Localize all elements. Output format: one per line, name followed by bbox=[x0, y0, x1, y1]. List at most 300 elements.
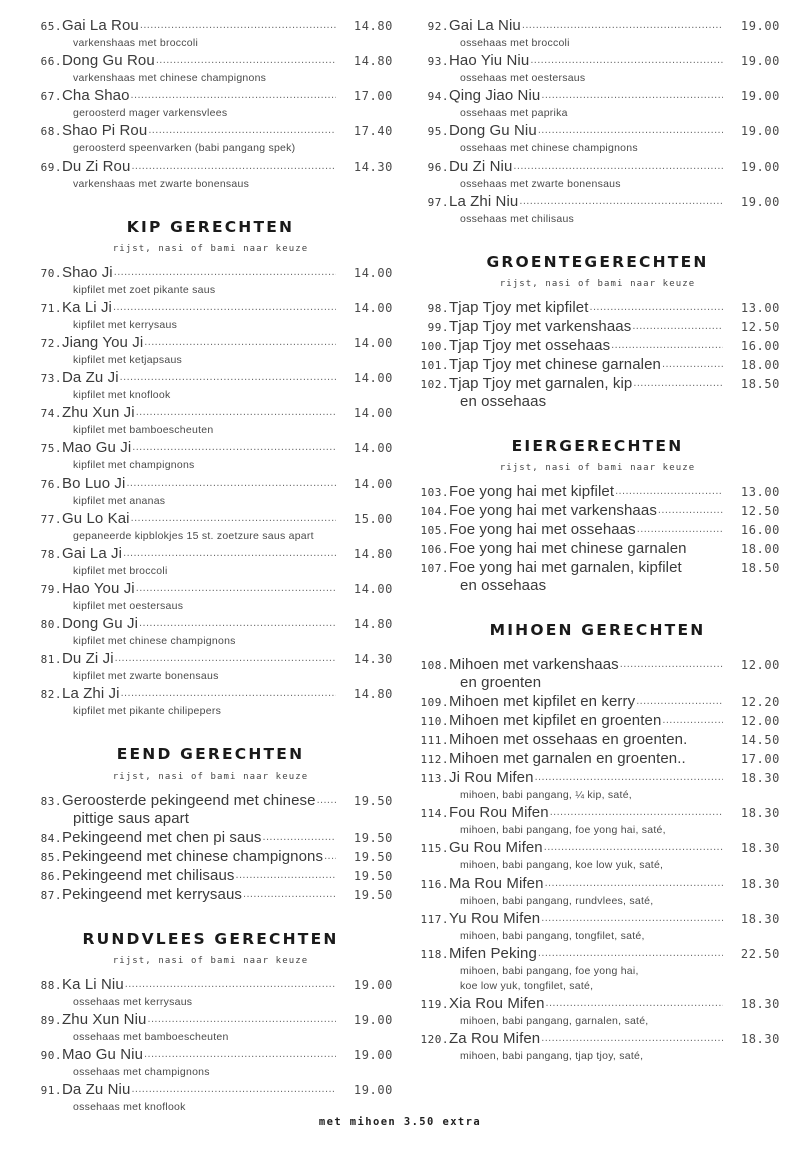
item-price: 19.50 bbox=[353, 868, 393, 883]
menu-item[interactable] bbox=[28, 829, 393, 846]
menu-item[interactable] bbox=[28, 264, 393, 281]
item-price: 14.30 bbox=[353, 159, 393, 174]
leader-dots bbox=[636, 695, 723, 706]
leader-dots bbox=[131, 160, 336, 171]
item-description: kipfilet met knoflook bbox=[73, 389, 171, 402]
menu-item[interactable] bbox=[28, 848, 393, 865]
section-subtitle: rijst, nasi of bami naar keuze bbox=[112, 955, 309, 966]
item-number: 92. bbox=[427, 20, 449, 33]
leader-dots bbox=[123, 547, 336, 558]
item-price: 14.50 bbox=[740, 733, 780, 748]
leader-dots bbox=[126, 477, 336, 488]
section-header bbox=[415, 436, 780, 473]
item-description: varkenshaas met chinese champignons bbox=[73, 72, 267, 85]
item-number: 88. bbox=[40, 978, 62, 992]
item-number: 66. bbox=[40, 55, 62, 69]
item-price: 18.30 bbox=[740, 911, 780, 926]
leader-dots bbox=[317, 794, 336, 805]
item-number: 68. bbox=[40, 125, 62, 139]
leader-dots bbox=[131, 512, 336, 523]
item-number: 111. bbox=[420, 734, 449, 748]
item-description: kipfilet met chinese champignons bbox=[73, 635, 236, 648]
menu-item[interactable] bbox=[28, 52, 393, 69]
item-number: 102. bbox=[420, 377, 449, 391]
item-name: Dong Gu Niu bbox=[449, 122, 537, 140]
item-description: mihoen, babi pangang, koe low yuk, saté, bbox=[460, 859, 664, 872]
item-price: 17.00 bbox=[353, 89, 393, 104]
item-number: 73. bbox=[40, 372, 62, 386]
item-price: 19.50 bbox=[353, 887, 393, 902]
item-number: 120. bbox=[420, 1033, 449, 1047]
item-name: Yu Rou Mifen bbox=[449, 909, 541, 927]
item-price: 12.00 bbox=[740, 658, 780, 673]
item-number: 84. bbox=[40, 831, 62, 845]
menu-item[interactable] bbox=[415, 995, 780, 1012]
item-name: Hao You Ji bbox=[62, 579, 135, 597]
two-column-layout bbox=[28, 15, 780, 1114]
menu-item[interactable] bbox=[415, 804, 780, 821]
item-description: mihoen, babi pangang, tongfilet, saté, bbox=[460, 929, 645, 942]
menu-item[interactable] bbox=[28, 122, 393, 139]
item-description: kipfilet met ketjapsaus bbox=[73, 354, 183, 367]
menu-item[interactable] bbox=[28, 650, 393, 667]
item-price: 19.50 bbox=[353, 793, 393, 808]
menu-item[interactable] bbox=[28, 475, 393, 492]
item-number: 114. bbox=[420, 807, 449, 821]
item-price: 14.00 bbox=[353, 336, 393, 351]
item-name: Mihoen met ossehaas en groenten. bbox=[449, 731, 688, 749]
item-name: Zhu Xun Niu bbox=[62, 1010, 147, 1028]
item-name: Xia Rou Mifen bbox=[449, 995, 545, 1013]
item-description: varkenshaas met zwarte bonensaus bbox=[73, 177, 250, 190]
menu-item[interactable] bbox=[415, 540, 780, 557]
menu-item[interactable] bbox=[415, 483, 780, 500]
menu-item[interactable] bbox=[28, 685, 393, 702]
item-name: Gai La Niu bbox=[449, 17, 521, 34]
section-spacer bbox=[415, 640, 780, 654]
item-name: Tjap Tjoy met varkenshaas bbox=[449, 317, 632, 335]
item-price: 14.00 bbox=[353, 371, 393, 386]
leader-dots bbox=[541, 912, 723, 923]
item-name: Pekingeend met chinese champignons bbox=[62, 847, 324, 865]
leader-dots bbox=[140, 19, 336, 30]
leader-dots bbox=[513, 160, 723, 171]
menu-item[interactable] bbox=[28, 439, 393, 456]
item-description: kipfilet met champignons bbox=[73, 459, 195, 472]
menu-item[interactable] bbox=[28, 404, 393, 421]
item-number: 94. bbox=[427, 90, 449, 104]
item-number: 109. bbox=[420, 696, 449, 710]
leader-dots bbox=[658, 504, 723, 515]
section-title: KIP GERECHTEN bbox=[126, 217, 295, 236]
leader-dots bbox=[136, 582, 336, 593]
leader-dots bbox=[114, 266, 336, 277]
menu-item[interactable] bbox=[28, 1046, 393, 1063]
menu-item[interactable] bbox=[28, 87, 393, 104]
leader-dots bbox=[632, 320, 723, 331]
item-description: mihoen, babi pangang, ¼ kip, saté, bbox=[460, 789, 632, 802]
leader-dots bbox=[125, 978, 336, 989]
item-price: 12.50 bbox=[740, 504, 780, 519]
item-number: 117. bbox=[420, 912, 449, 926]
item-name: Ma Rou Mifen bbox=[449, 874, 544, 892]
right-column bbox=[415, 15, 780, 1065]
leader-dots bbox=[620, 658, 723, 669]
item-price: 18.30 bbox=[740, 876, 780, 891]
item-name: Da Zu Ji bbox=[62, 369, 119, 387]
item-price: 14.80 bbox=[353, 617, 393, 632]
leader-dots bbox=[519, 195, 723, 206]
item-description: mihoen, babi pangang, foe yong hai, bbox=[460, 964, 639, 977]
item-description: kipfilet met zoet pikante saus bbox=[73, 283, 216, 296]
item-number: 81. bbox=[40, 653, 62, 667]
item-name-continuation: en ossehaas bbox=[460, 392, 547, 410]
item-description: ossehaas met paprika bbox=[460, 107, 568, 120]
item-number: 80. bbox=[40, 618, 62, 632]
item-name: Bo Luo Ji bbox=[62, 474, 126, 492]
item-description: kipfilet met bamboescheuten bbox=[73, 424, 214, 437]
item-number: 75. bbox=[40, 442, 62, 456]
leader-dots bbox=[139, 617, 336, 628]
menu-item[interactable] bbox=[28, 976, 393, 993]
menu-item[interactable] bbox=[28, 158, 393, 175]
item-price: 13.00 bbox=[740, 300, 780, 315]
item-description: ossehaas met oestersaus bbox=[460, 72, 586, 85]
item-name: Da Zu Niu bbox=[62, 1081, 131, 1099]
leader-dots bbox=[637, 523, 723, 534]
item-description: geroosterd mager varkensvlees bbox=[73, 107, 228, 120]
item-price: 12.00 bbox=[740, 714, 780, 729]
item-name: Dong Gu Ji bbox=[62, 615, 139, 633]
menu-item[interactable] bbox=[28, 17, 393, 34]
item-name: Gai La Ji bbox=[62, 544, 123, 562]
item-price: 14.30 bbox=[353, 652, 393, 667]
item-name: Jiang You Ji bbox=[62, 334, 144, 352]
item-price: 17.40 bbox=[353, 124, 393, 139]
leader-dots bbox=[147, 1013, 336, 1024]
item-number: 95. bbox=[427, 125, 449, 139]
item-number: 93. bbox=[427, 55, 449, 69]
item-description: kipfilet met pikante chilipepers bbox=[73, 705, 222, 718]
leader-dots bbox=[530, 54, 723, 65]
item-number: 72. bbox=[40, 337, 62, 351]
item-number: 89. bbox=[40, 1013, 62, 1027]
menu-item[interactable] bbox=[415, 712, 780, 729]
item-name-continuation: en groenten bbox=[460, 674, 542, 692]
item-name: Mihoen met varkenshaas bbox=[449, 656, 619, 674]
section-subtitle: rijst, nasi of bami naar keuze bbox=[112, 243, 309, 254]
menu-item[interactable] bbox=[415, 559, 780, 576]
item-number: 110. bbox=[420, 715, 449, 729]
item-number: 70. bbox=[40, 266, 62, 280]
item-price: 14.00 bbox=[353, 406, 393, 421]
section-subtitle: rijst, nasi of bami naar keuze bbox=[499, 463, 696, 474]
item-name-continuation: en ossehaas bbox=[460, 577, 547, 595]
item-price: 14.00 bbox=[353, 581, 393, 596]
item-price: 19.50 bbox=[353, 849, 393, 864]
leader-dots bbox=[263, 831, 337, 842]
item-name: Pekingeend met chen pi saus bbox=[62, 828, 262, 846]
menu-item[interactable] bbox=[415, 17, 780, 34]
item-price: 18.50 bbox=[740, 376, 780, 391]
item-number: 115. bbox=[420, 842, 449, 856]
item-name: Hao Yiu Niu bbox=[449, 52, 530, 70]
menu-item[interactable] bbox=[415, 502, 780, 519]
menu-item[interactable] bbox=[415, 1030, 780, 1047]
item-price: 18.00 bbox=[740, 357, 780, 372]
leader-dots bbox=[544, 841, 723, 852]
item-price: 12.50 bbox=[740, 319, 780, 334]
item-description: kipfilet met broccoli bbox=[73, 564, 168, 577]
left-column bbox=[28, 15, 393, 1116]
item-name: Mifen Peking bbox=[449, 944, 537, 962]
item-number: 116. bbox=[420, 877, 449, 891]
item-name: Mihoen met garnalen en groenten.. bbox=[449, 750, 686, 768]
item-description-line2: koe low yuk, tongfilet, saté, bbox=[460, 979, 594, 992]
item-number: 119. bbox=[420, 998, 449, 1012]
item-name: Mihoen met kipfilet en groenten bbox=[449, 712, 662, 730]
item-name: Gu Lo Kai bbox=[62, 509, 130, 527]
item-description: mihoen, babi pangang, rundvlees, saté, bbox=[460, 894, 654, 907]
leader-dots bbox=[144, 336, 336, 347]
item-description: ossehaas met kerrysaus bbox=[73, 995, 193, 1008]
section-title: RUNDVLEES GERECHTEN bbox=[82, 929, 339, 948]
item-price: 19.00 bbox=[353, 1083, 393, 1098]
item-number: 76. bbox=[40, 477, 62, 491]
leader-dots bbox=[522, 19, 723, 30]
item-name: La Zhi Ji bbox=[62, 685, 120, 703]
item-number: 65. bbox=[40, 20, 62, 33]
section-header bbox=[28, 217, 393, 254]
leader-dots bbox=[156, 54, 336, 65]
item-price: 18.30 bbox=[740, 771, 780, 786]
item-name: Za Rou Mifen bbox=[449, 1030, 541, 1048]
item-description: mihoen, babi pangang, garnalen, saté, bbox=[460, 1015, 649, 1028]
item-number: 82. bbox=[40, 688, 62, 702]
item-number: 69. bbox=[40, 160, 62, 174]
leader-dots bbox=[535, 771, 723, 782]
menu-item[interactable] bbox=[415, 337, 780, 354]
item-number: 86. bbox=[40, 869, 62, 883]
item-name: Ka Li Ji bbox=[62, 298, 112, 316]
item-price: 18.30 bbox=[740, 841, 780, 856]
menu-item[interactable] bbox=[28, 615, 393, 632]
leader-dots bbox=[611, 339, 723, 350]
item-price: 14.00 bbox=[353, 300, 393, 315]
item-price: 15.00 bbox=[353, 511, 393, 526]
footer-note: met mihoen 3.50 extra bbox=[318, 1116, 482, 1128]
item-name: Du Zi Ji bbox=[62, 650, 114, 668]
item-name: Tjap Tjoy met chinese garnalen bbox=[449, 355, 662, 373]
item-price: 18.30 bbox=[740, 997, 780, 1012]
item-number: 113. bbox=[420, 772, 449, 786]
item-name: Fou Rou Mifen bbox=[449, 804, 549, 822]
item-number: 98. bbox=[427, 301, 449, 315]
item-name: La Zhi Niu bbox=[449, 192, 519, 210]
section-title: EIERGERECHTEN bbox=[511, 436, 684, 455]
menu-item[interactable] bbox=[415, 356, 780, 373]
menu-item[interactable] bbox=[28, 580, 393, 597]
item-description: ossehaas met champignons bbox=[73, 1065, 210, 1078]
menu-item[interactable] bbox=[415, 158, 780, 175]
leader-dots bbox=[546, 997, 723, 1008]
item-number: 77. bbox=[40, 512, 62, 526]
item-price: 19.00 bbox=[740, 89, 780, 104]
menu-item[interactable] bbox=[415, 122, 780, 139]
menu-item[interactable] bbox=[415, 910, 780, 927]
item-description: ossehaas met chilisaus bbox=[460, 212, 575, 225]
menu-item[interactable] bbox=[415, 87, 780, 104]
item-price: 19.00 bbox=[740, 159, 780, 174]
item-description: mihoen, babi pangang, foe yong hai, saté, bbox=[460, 824, 666, 837]
leader-dots bbox=[324, 850, 336, 861]
item-price: 14.80 bbox=[353, 54, 393, 69]
item-description: ossehaas met knoflook bbox=[73, 1101, 186, 1114]
leader-dots bbox=[132, 441, 336, 452]
menu-item[interactable] bbox=[415, 839, 780, 856]
section-header bbox=[415, 252, 780, 289]
item-price: 14.80 bbox=[353, 687, 393, 702]
leader-dots bbox=[243, 888, 336, 899]
item-number: 99. bbox=[427, 320, 449, 334]
leader-dots bbox=[113, 301, 336, 312]
item-name: Mao Gu Niu bbox=[62, 1045, 144, 1063]
item-number: 91. bbox=[40, 1084, 62, 1098]
item-name: Tjap Tjoy met ossehaas bbox=[449, 336, 611, 354]
leader-dots bbox=[144, 1048, 336, 1059]
item-number: 83. bbox=[40, 794, 62, 808]
section-title: GROENTEGERECHTEN bbox=[486, 252, 709, 271]
item-name: Pekingeend met kerrysaus bbox=[62, 885, 242, 903]
item-number: 104. bbox=[420, 505, 449, 519]
item-name: Zhu Xun Ji bbox=[62, 404, 135, 422]
menu-item[interactable] bbox=[415, 656, 780, 673]
leader-dots bbox=[541, 89, 723, 100]
item-number: 103. bbox=[420, 486, 449, 500]
item-price: 18.50 bbox=[740, 561, 780, 576]
item-name: Tjap Tjoy met garnalen, kip bbox=[449, 374, 633, 392]
leader-dots bbox=[131, 1083, 336, 1094]
item-description: kipfilet met kerrysaus bbox=[73, 318, 178, 331]
item-number: 67. bbox=[40, 90, 62, 104]
menu-item[interactable] bbox=[415, 875, 780, 892]
leader-dots bbox=[545, 877, 723, 888]
item-number: 87. bbox=[40, 888, 62, 902]
item-name: Pekingeend met chilisaus bbox=[62, 866, 235, 884]
item-name: Foe yong hai met varkenshaas bbox=[449, 502, 657, 520]
item-name: Mao Gu Ji bbox=[62, 439, 132, 457]
section-subtitle: rijst, nasi of bami naar keuze bbox=[112, 771, 309, 782]
item-price: 19.00 bbox=[740, 194, 780, 209]
leader-dots bbox=[633, 377, 723, 388]
menu-item[interactable] bbox=[28, 299, 393, 316]
item-price: 19.00 bbox=[740, 19, 780, 33]
menu-item[interactable] bbox=[28, 1081, 393, 1098]
menu-item[interactable] bbox=[415, 375, 780, 392]
menu-item[interactable] bbox=[28, 334, 393, 351]
item-number: 74. bbox=[40, 407, 62, 421]
item-price: 14.80 bbox=[353, 546, 393, 561]
item-number: 118. bbox=[420, 947, 449, 961]
item-price: 14.00 bbox=[353, 441, 393, 456]
item-description: kipfilet met zwarte bonensaus bbox=[73, 670, 219, 683]
item-name: Foe yong hai met chinese garnalen bbox=[449, 540, 687, 558]
item-price: 12.20 bbox=[740, 695, 780, 710]
item-description: ossehaas met bamboescheuten bbox=[73, 1030, 229, 1043]
section-title: EEND GERECHTEN bbox=[116, 745, 305, 764]
item-description: kipfilet met oestersaus bbox=[73, 599, 184, 612]
item-price: 14.80 bbox=[353, 19, 393, 33]
section-title: MIHOEN GERECHTEN bbox=[489, 621, 706, 640]
item-name: Du Zi Niu bbox=[449, 157, 513, 175]
menu-item[interactable] bbox=[415, 52, 780, 69]
menu-item[interactable] bbox=[415, 693, 780, 710]
leader-dots bbox=[148, 124, 336, 135]
leader-dots bbox=[120, 371, 336, 382]
item-price: 16.00 bbox=[740, 523, 780, 538]
item-price: 16.00 bbox=[740, 338, 780, 353]
item-number: 78. bbox=[40, 547, 62, 561]
item-number: 105. bbox=[420, 524, 449, 538]
item-name: Cha Shao bbox=[62, 87, 130, 105]
menu-item[interactable] bbox=[415, 945, 780, 962]
menu-item[interactable] bbox=[28, 886, 393, 903]
leader-dots bbox=[589, 301, 723, 312]
item-name: Du Zi Rou bbox=[62, 157, 131, 175]
item-description: ossehaas met broccoli bbox=[460, 37, 570, 49]
menu-item[interactable] bbox=[28, 867, 393, 884]
item-price: 18.30 bbox=[740, 1032, 780, 1047]
item-number: 97. bbox=[427, 195, 449, 209]
leader-dots bbox=[662, 358, 723, 369]
item-description: mihoen, babi pangang, tjap tjoy, saté, bbox=[460, 1050, 644, 1063]
leader-dots bbox=[131, 89, 336, 100]
menu-item[interactable] bbox=[415, 299, 780, 316]
item-name: Qing Jiao Niu bbox=[449, 87, 541, 105]
item-name: Gai La Rou bbox=[62, 17, 139, 34]
menu-item[interactable] bbox=[28, 545, 393, 562]
menu-item[interactable] bbox=[415, 769, 780, 786]
item-price: 18.30 bbox=[740, 806, 780, 821]
menu-item[interactable] bbox=[28, 369, 393, 386]
item-description: ossehaas met zwarte bonensaus bbox=[460, 177, 621, 190]
item-price: 14.00 bbox=[353, 265, 393, 280]
section-header bbox=[28, 744, 393, 781]
item-number: 112. bbox=[420, 753, 449, 767]
item-number: 90. bbox=[40, 1048, 62, 1062]
item-price: 22.50 bbox=[740, 946, 780, 961]
item-name: Foe yong hai met ossehaas bbox=[449, 521, 636, 539]
item-price: 19.00 bbox=[740, 54, 780, 69]
item-number: 79. bbox=[40, 582, 62, 596]
menu-item[interactable] bbox=[28, 792, 393, 809]
menu-item[interactable] bbox=[415, 318, 780, 335]
item-number: 100. bbox=[420, 339, 449, 353]
item-price: 19.00 bbox=[740, 124, 780, 139]
item-description: ossehaas met chinese champignons bbox=[460, 142, 638, 155]
menu-item[interactable] bbox=[28, 1011, 393, 1028]
item-price: 19.00 bbox=[353, 977, 393, 992]
item-number: 96. bbox=[427, 160, 449, 174]
menu-item[interactable] bbox=[415, 731, 780, 748]
menu-item[interactable] bbox=[28, 510, 393, 527]
menu-item[interactable] bbox=[415, 750, 780, 767]
menu-item[interactable] bbox=[415, 521, 780, 538]
menu-item[interactable] bbox=[415, 193, 780, 210]
leader-dots bbox=[236, 869, 337, 880]
leader-dots bbox=[121, 687, 336, 698]
item-name: Shao Pi Rou bbox=[62, 122, 148, 140]
